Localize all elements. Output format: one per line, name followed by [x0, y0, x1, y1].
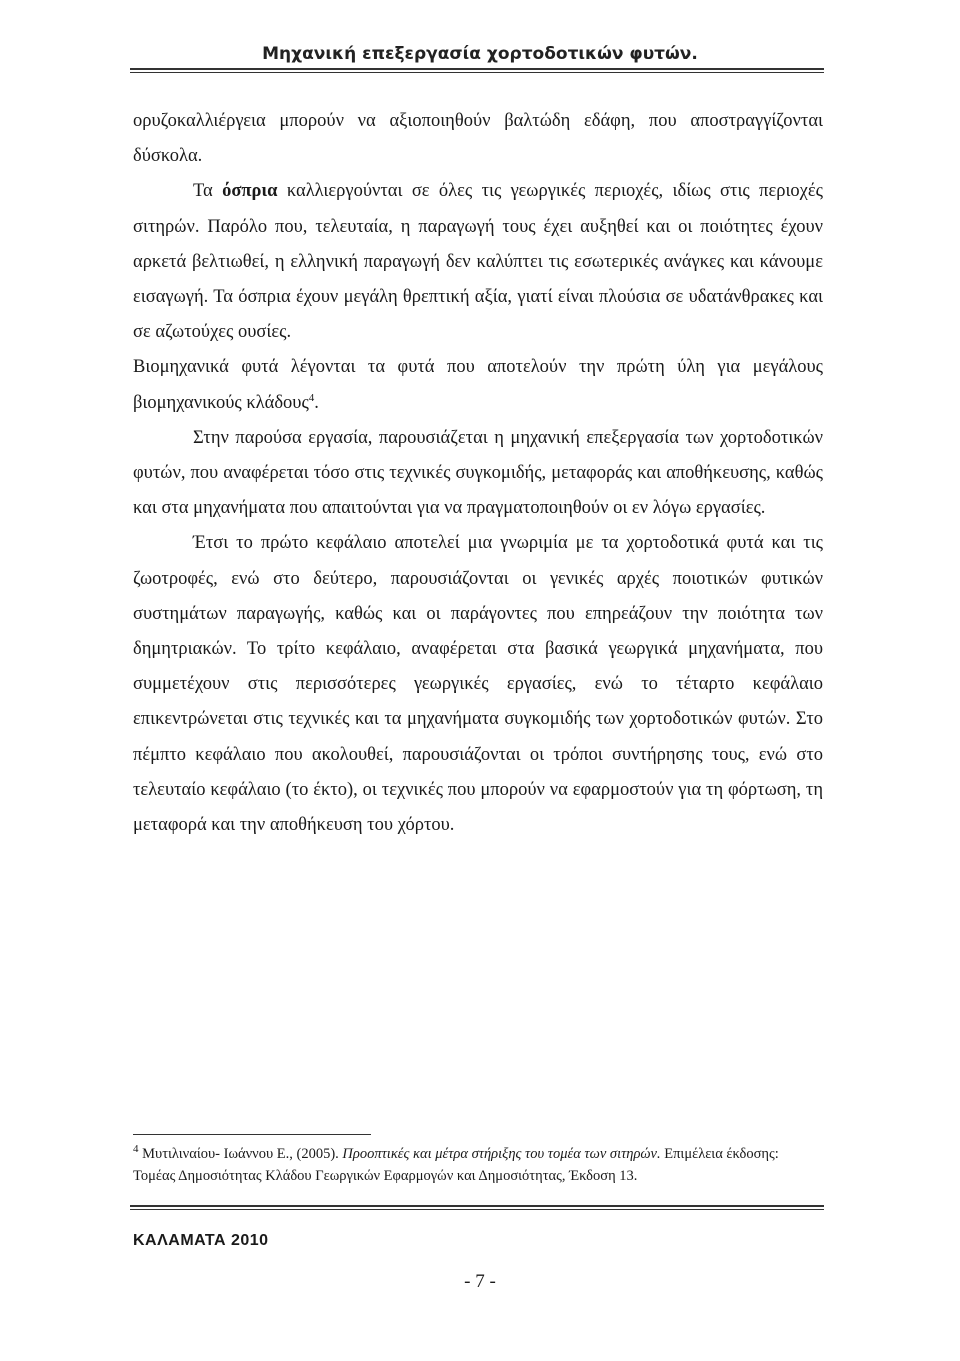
- page-number: - 7 -: [464, 1271, 496, 1292]
- paragraph: Έτσι το πρώτο κεφάλαιο αποτελεί μια γνωριμία με τα χορτοδοτικά φυτά και τις ζωοτροφές, ενώ στο δεύτερο, παρουσιάζονται οι γενικές αρχές ποιοτικών φυτικών συστημάτων παραγωγής, καθώς και οι παράγοντες που επηρεάζουν την ποιότητα των δημητριακών. Το τρίτο κεφάλαιο, αναφέρεται στα βασικά γεωργικά μηχανήματα, που συμμετέχουν στις περισσότερες γεωργικές εργασίες, ενώ το τέταρτο κεφάλαιο επικεντρώνεται στις τεχνικές και τα μηχανήματα συγκομιδής των χορτοδοτικών φυτών. Στο πέμπτο κεφάλαιο που ακολουθεί, παρουσιάζονται οι τρόποι συντήρησης τους, ενώ στο τελευταίο κεφάλαιο (το έκτο), οι τεχνικές που μπορούν να εφαρμοστούν για τη φόρτωση, τη μεταφορά και την αποθήκευση του χόρτου.: [133, 533, 823, 836]
- footer-rule-thin: [130, 1209, 824, 1210]
- footnote: $^4$ Μυτιλιναίου- Ιωάννου Ε., (2005). Προοπτικές και μέτρα στήριξης του τομέα των σιτηρών. Επιμέλεια έκδοσης: Τομέας Δημοσιότητας Κλάδου Γεωργικών Εφαρμογών και Δημοσιότητας, Έκδοση 13.: [133, 1143, 779, 1184]
- footer-label: ΚΑΛΑΜΑΤΑ 2010: [133, 1232, 269, 1249]
- footnote-book-title: Προοπτικές και μέτρα στήριξης του τομέα των σιτηρών.: [342, 1146, 661, 1162]
- paragraph: Στην παρούσα εργασία, παρουσιάζεται η μηχανική επεξεργασία των χορτοδοτικών φυτών, που αναφέρεται τόσο στις τεχνικές συγκομιδής, μεταφοράς και αποθήκευσης, καθώς και στα μηχανήματα που απαιτούνται για να πραγματοποιηθούν οι εν λόγω εργασίες.: [133, 427, 823, 519]
- header-rule: [130, 68, 824, 70]
- bold-term: όσπρια: [222, 181, 278, 202]
- footnote-separator: [133, 1134, 371, 1135]
- page-header-title: Μηχανική επεξεργασία χορτοδοτικών φυτών.: [262, 44, 698, 64]
- paragraph: Τα όσπρια καλλιεργούνται σε όλες τις γεωργικές περιοχές, ιδίως στις περιοχές σιτηρών. Παρόλο που, τελευταία, η παραγωγή τους έχει αυξηθεί και οι ποιότητες έχουν αρκετά βελτιωθεί, η ελληνική παραγωγή δεν καλύπτει τις εσωτερικές ανάγκες και κάνουμε εισαγωγή. Τα όσπρια έχουν μεγάλη θρεπτική αξία, γιατί είναι πλούσια σε υδατάνθρακες και σε αζωτούχες ουσίες.: [133, 181, 823, 343]
- footnote-marker: 4: [308, 391, 315, 404]
- paragraph: ορυζοκαλλιέργεια μπορούν να αξιοποιηθούν βαλτώδη εδάφη, που αποστραγγίζονται δύσκολα.: [133, 111, 823, 167]
- body-text: [133, 104, 823, 843]
- paragraph: Βιομηχανικά φυτά λέγονται τα φυτά που αποτελούν την πρώτη ύλη για μεγάλους βιομηχανικούς κλάδους$^4$.: [133, 357, 823, 413]
- header-rule-thin: [130, 72, 824, 73]
- footer-rule: [130, 1205, 824, 1207]
- footnote-number: 4: [133, 1143, 139, 1156]
